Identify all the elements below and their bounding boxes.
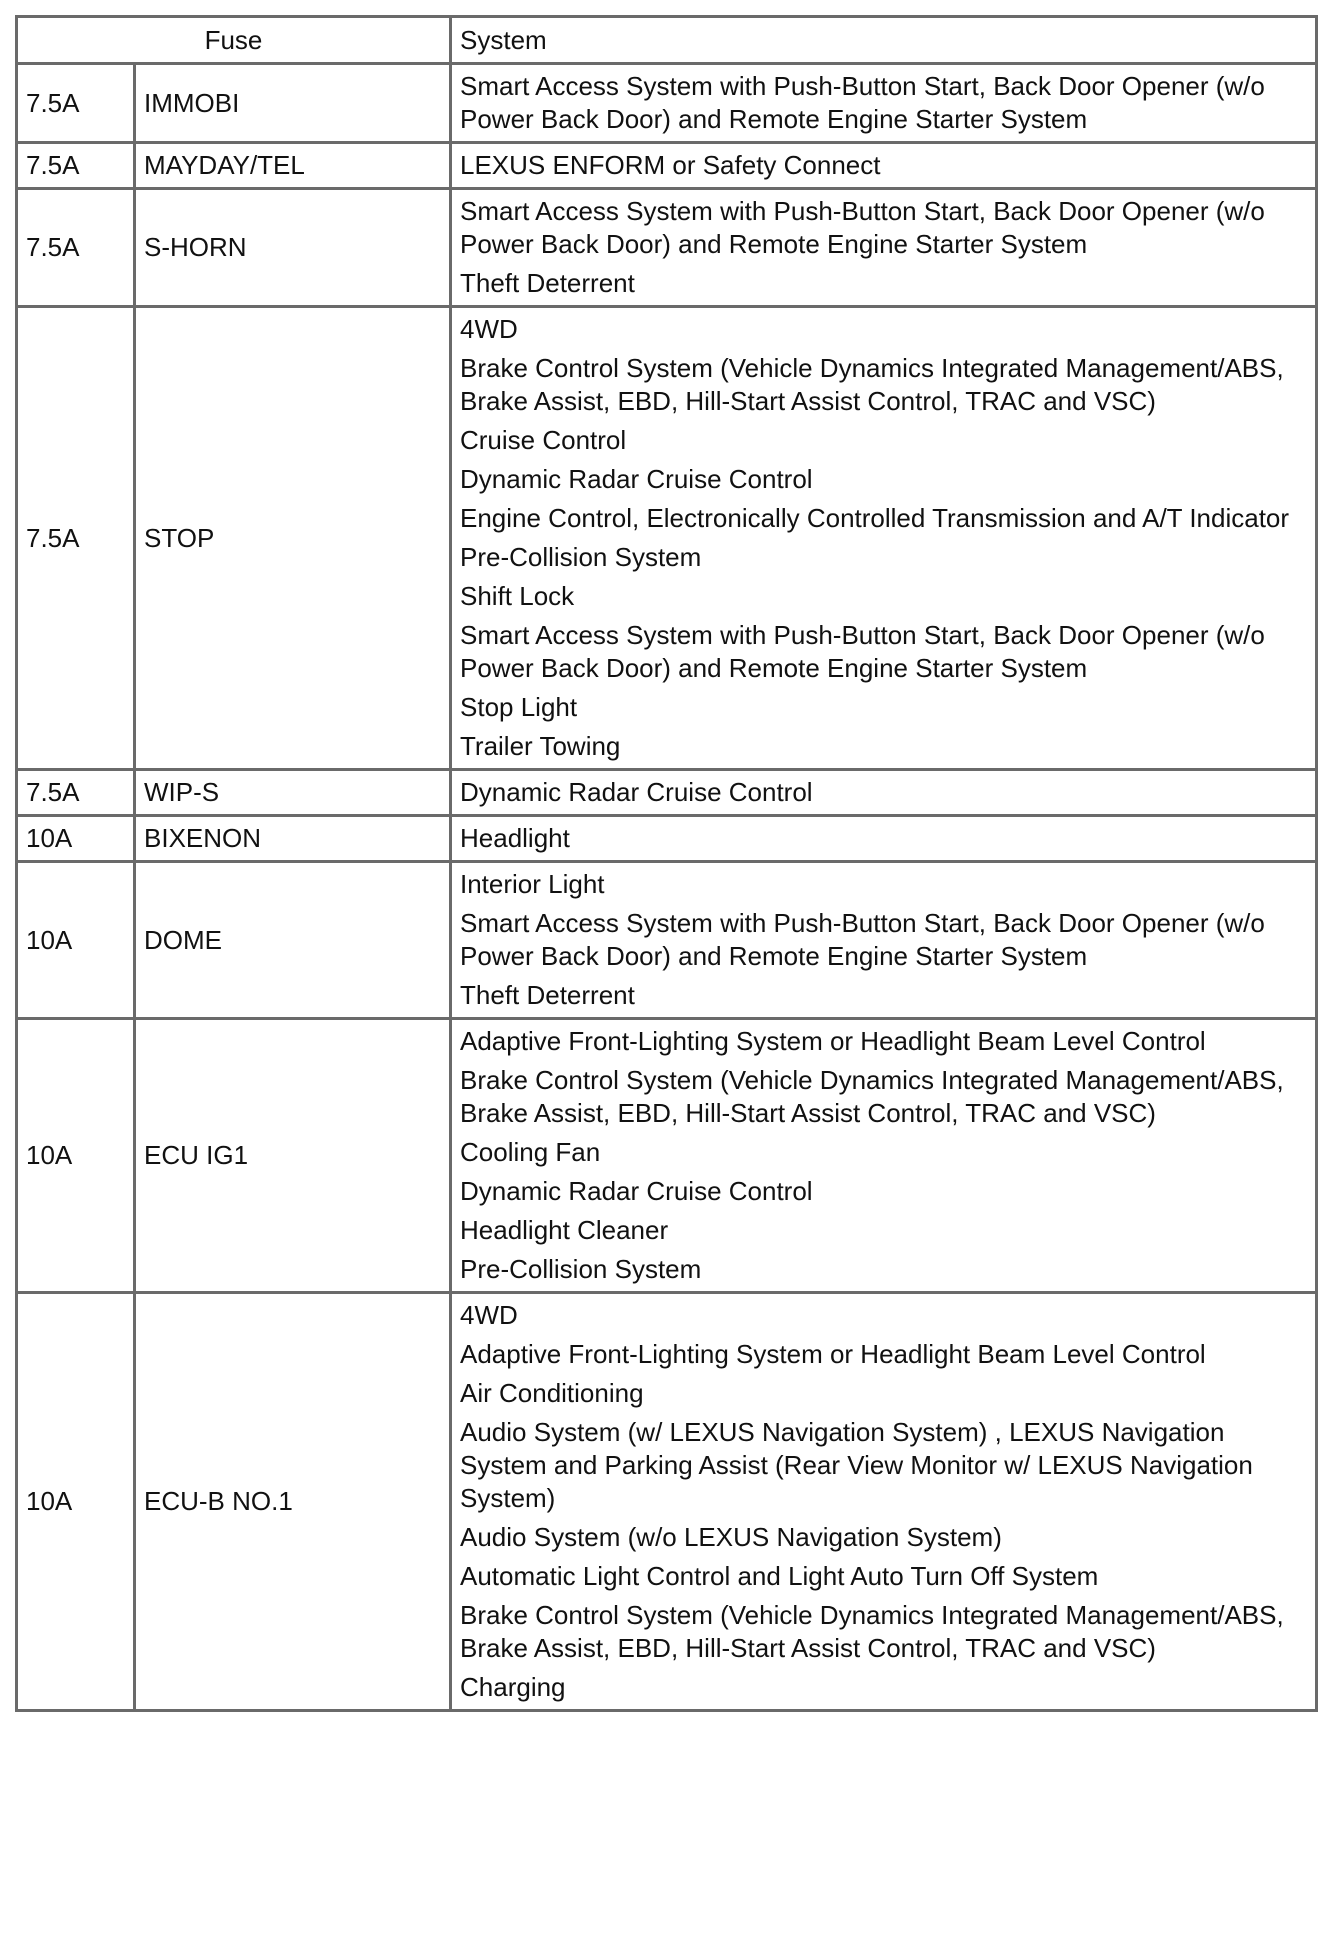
system-entry: Brake Control System (Vehicle Dynamics Integrated Management/ABS, Brake Assist, EBD, Hill-Start Assist Control, TRAC and VSC) bbox=[460, 1600, 1284, 1663]
fuse-systems bbox=[451, 1019, 1317, 1293]
system-entry: 4WD bbox=[460, 314, 518, 344]
system-entry: Charging bbox=[460, 1672, 566, 1702]
fuse-systems bbox=[451, 307, 1317, 770]
fuse-name: DOME bbox=[135, 862, 451, 1019]
fuse-name: WIP-S bbox=[135, 770, 451, 816]
system-entry: Audio System (w/o LEXUS Navigation System) bbox=[460, 1522, 1002, 1552]
fuse-column-header: Fuse bbox=[17, 17, 451, 64]
fuse-name: IMMOBI bbox=[135, 64, 451, 143]
system-entry: 4WD bbox=[460, 1300, 518, 1330]
table-row bbox=[17, 1293, 1317, 1711]
system-entry: Dynamic Radar Cruise Control bbox=[460, 777, 813, 807]
system-entry: Brake Control System (Vehicle Dynamics Integrated Management/ABS, Brake Assist, EBD, Hill-Start Assist Control, TRAC and VSC) bbox=[460, 353, 1284, 416]
fuse-systems bbox=[451, 143, 1317, 189]
system-entry: Cruise Control bbox=[460, 425, 627, 455]
fuse-amperage: 7.5A bbox=[17, 143, 135, 189]
system-entry: Smart Access System with Push-Button Start, Back Door Opener (w/o Power Back Door) and Remote Engine Starter System bbox=[460, 908, 1265, 971]
fuse-amperage: 10A bbox=[17, 1293, 135, 1711]
system-entry: Headlight bbox=[460, 823, 570, 853]
system-entry: Pre-Collision System bbox=[460, 1254, 702, 1284]
system-entry: Cooling Fan bbox=[460, 1137, 601, 1167]
fuse-name: STOP bbox=[135, 307, 451, 770]
fuse-systems bbox=[451, 770, 1317, 816]
fuse-systems bbox=[451, 862, 1317, 1019]
fuse-systems bbox=[451, 64, 1317, 143]
fuse-name: S-HORN bbox=[135, 189, 451, 307]
fuse-systems bbox=[451, 189, 1317, 307]
fuse-systems bbox=[451, 816, 1317, 862]
system-entry: LEXUS ENFORM or Safety Connect bbox=[460, 150, 881, 180]
fuse-amperage: 7.5A bbox=[17, 64, 135, 143]
fuse-name: MAYDAY/TEL bbox=[135, 143, 451, 189]
system-entry: Adaptive Front-Lighting System or Headlight Beam Level Control bbox=[460, 1339, 1206, 1369]
system-entry: Air Conditioning bbox=[460, 1378, 644, 1408]
fuse-amperage: 7.5A bbox=[17, 189, 135, 307]
system-entry: Smart Access System with Push-Button Start, Back Door Opener (w/o Power Back Door) and Remote Engine Starter System bbox=[460, 620, 1265, 683]
table-row bbox=[17, 862, 1317, 1019]
fuse-amperage: 7.5A bbox=[17, 307, 135, 770]
table-row bbox=[17, 1019, 1317, 1293]
fuse-amperage: 10A bbox=[17, 816, 135, 862]
system-entry: Theft Deterrent bbox=[460, 268, 635, 298]
table-row bbox=[17, 307, 1317, 770]
fuse-systems bbox=[451, 1293, 1317, 1711]
fuse-name: ECU IG1 bbox=[135, 1019, 451, 1293]
fuse-amperage: 7.5A bbox=[17, 770, 135, 816]
system-entry: Shift Lock bbox=[460, 581, 575, 611]
system-entry: Adaptive Front-Lighting System or Headlight Beam Level Control bbox=[460, 1026, 1206, 1056]
table-row bbox=[17, 143, 1317, 189]
table-row bbox=[17, 64, 1317, 143]
system-entry: Audio System (w/ LEXUS Navigation System) , LEXUS Navigation System and Parking Assist (Rear View Monitor w/ LEXUS Navigation System) bbox=[460, 1417, 1253, 1513]
system-entry: Brake Control System (Vehicle Dynamics Integrated Management/ABS, Brake Assist, EBD, Hill-Start Assist Control, TRAC and VSC) bbox=[460, 1065, 1284, 1128]
fuse-amperage: 10A bbox=[17, 1019, 135, 1293]
system-entry: Stop Light bbox=[460, 692, 578, 722]
fuse-name: BIXENON bbox=[135, 816, 451, 862]
system-entry: Engine Control, Electronically Controlled Transmission and A/T Indicator bbox=[460, 503, 1290, 533]
fuse-amperage: 10A bbox=[17, 862, 135, 1019]
table-row bbox=[17, 189, 1317, 307]
system-entry: Smart Access System with Push-Button Start, Back Door Opener (w/o Power Back Door) and Remote Engine Starter System bbox=[460, 71, 1265, 134]
fuse-name: ECU-B NO.1 bbox=[135, 1293, 451, 1711]
table-row bbox=[17, 816, 1317, 862]
table-header-row bbox=[17, 17, 1317, 64]
system-entry: Dynamic Radar Cruise Control bbox=[460, 464, 813, 494]
system-entry: Pre-Collision System bbox=[460, 542, 702, 572]
system-entry: Trailer Towing bbox=[460, 731, 621, 761]
fuse-table bbox=[15, 15, 1318, 1712]
system-entry: Headlight Cleaner bbox=[460, 1215, 669, 1245]
table-row bbox=[17, 770, 1317, 816]
system-entry: Theft Deterrent bbox=[460, 980, 635, 1010]
system-entry: Automatic Light Control and Light Auto Turn Off System bbox=[460, 1561, 1099, 1591]
system-entry: Smart Access System with Push-Button Start, Back Door Opener (w/o Power Back Door) and Remote Engine Starter System bbox=[460, 196, 1265, 259]
system-column-header: System bbox=[451, 17, 1317, 64]
system-entry: Dynamic Radar Cruise Control bbox=[460, 1176, 813, 1206]
system-entry: Interior Light bbox=[460, 869, 605, 899]
fuse-table-body bbox=[17, 64, 1317, 1711]
